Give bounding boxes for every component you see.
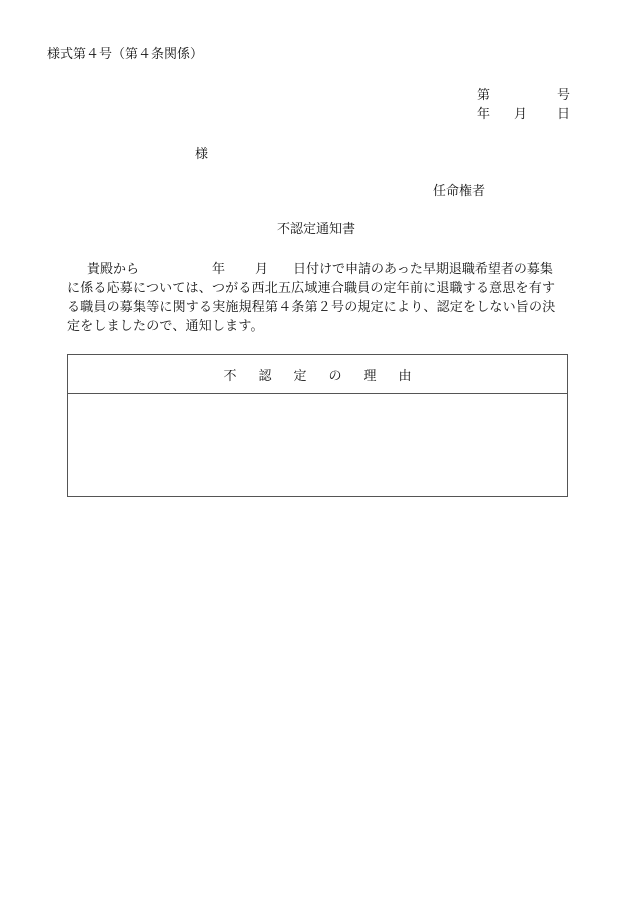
body-line4: 定をしましたので、通知します。 [67,319,264,334]
reason-content-area [68,394,567,496]
form-label: 様式第４号（第４条関係） [47,47,204,62]
body-line1-rest: 日付けで申請のあった早期退職希望者の募集 [293,262,553,277]
reason-header-char: 理 [363,368,377,384]
date-year: 年 [477,107,491,122]
reason-box-header [68,355,567,394]
date-day: 日 [557,107,571,122]
body-line3: る職員の募集等に関する実施規程第４条第２号の規定により、認定をしない旨の決 [67,300,556,315]
body-line1-month: 月 [255,262,269,277]
number-prefix: 第 [477,88,491,103]
reason-header-char: 不 [223,368,237,384]
date-month: 月 [514,107,528,122]
reason-header-char: 認 [258,368,272,384]
body-line1-year: 年 [212,262,226,277]
body-line1-start: 貴殿から [87,262,140,277]
reason-header-char: の [328,368,342,384]
body-line2: に係る応募については、つがる西北五広域連合職員の定年前に退職する意思を有す [67,281,556,296]
addressee-suffix: 様 [195,147,209,162]
number-suffix: 号 [557,88,571,103]
reason-header-char: 由 [398,368,412,384]
issuer: 任命権者 [433,184,486,199]
reason-header-char: 定 [293,368,307,384]
reason-box [67,354,568,497]
document-title: 不認定通知書 [277,222,356,237]
